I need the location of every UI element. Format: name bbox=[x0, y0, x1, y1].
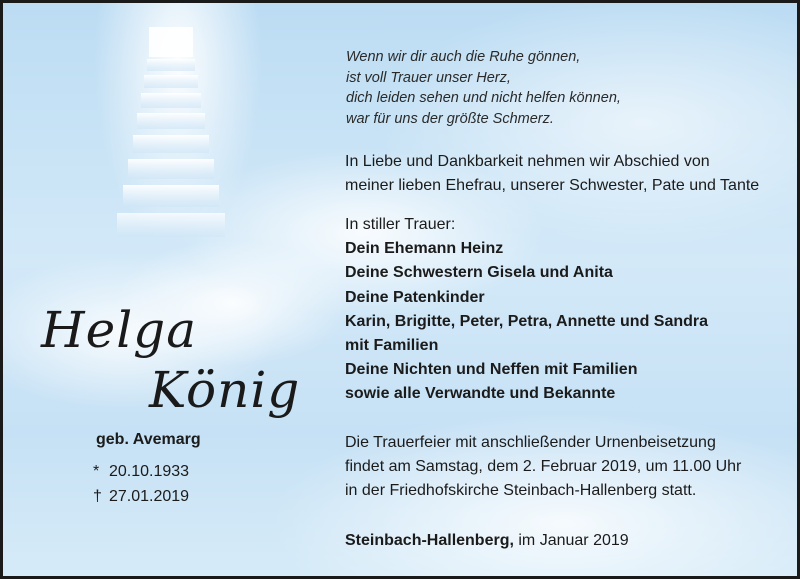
mourner-line: Dein Ehemann Heinz bbox=[345, 240, 504, 258]
birth-star-icon: * bbox=[93, 463, 100, 480]
mourners-list bbox=[345, 213, 708, 407]
intro-line: In Liebe und Dankbarkeit nehmen wir Abschied von bbox=[345, 153, 710, 170]
mourner-line: sowie alle Verwandte und Bekannte bbox=[345, 385, 616, 403]
poem-line: ist voll Trauer unser Herz, bbox=[346, 69, 511, 86]
mourners-heading: In stiller Trauer: bbox=[345, 216, 456, 233]
ceremony-line: findet am Samstag, dem 2. Februar 2019, um 11.00 Uhr bbox=[345, 458, 742, 475]
birth-date: 20.10.1933 bbox=[109, 463, 190, 480]
mourner-line: Deine Patenkinder bbox=[345, 288, 485, 306]
life-dates bbox=[93, 459, 189, 509]
deceased-last-name: König bbox=[149, 361, 301, 419]
ceremony-line: Die Trauerfeier mit anschließender Urnenbeisetzung bbox=[345, 434, 716, 451]
intro-line: meiner lieben Ehefrau, unserer Schwester, Pate und Tante bbox=[345, 177, 760, 194]
death-date-row bbox=[93, 484, 189, 509]
ceremony-line: in der Friedhofskirche Steinbach-Hallenberg statt. bbox=[345, 482, 697, 499]
death-cross-icon: † bbox=[93, 488, 102, 505]
mourner-line: Deine Schwestern Gisela und Anita bbox=[345, 264, 613, 282]
poem-line: dich leiden sehen und nicht helfen können, bbox=[346, 90, 621, 106]
place-date-line bbox=[345, 529, 629, 553]
poem bbox=[346, 47, 786, 129]
poem-line: war für uns der größte Schmerz. bbox=[346, 110, 554, 127]
farewell-intro bbox=[345, 150, 759, 198]
poem-line: Wenn wir dir auch die Ruhe gönnen, bbox=[346, 49, 581, 65]
heavenly-stairs-image bbox=[111, 23, 231, 253]
birth-date-row bbox=[93, 459, 189, 484]
deceased-first-name: Helga bbox=[41, 301, 198, 359]
death-date: 27.01.2019 bbox=[109, 488, 190, 505]
ceremony-info bbox=[345, 431, 741, 503]
birth-name: geb. Avemarg bbox=[96, 431, 201, 448]
place-town: Steinbach-Hallenberg, bbox=[345, 532, 514, 549]
mourner-line: Karin, Brigitte, Peter, Petra, Annette und Sandra bbox=[345, 312, 709, 330]
place-date: im Januar 2019 bbox=[518, 532, 629, 549]
mourner-line: mit Familien bbox=[345, 337, 439, 355]
mourner-line: Deine Nichten und Neffen mit Familien bbox=[345, 361, 638, 379]
